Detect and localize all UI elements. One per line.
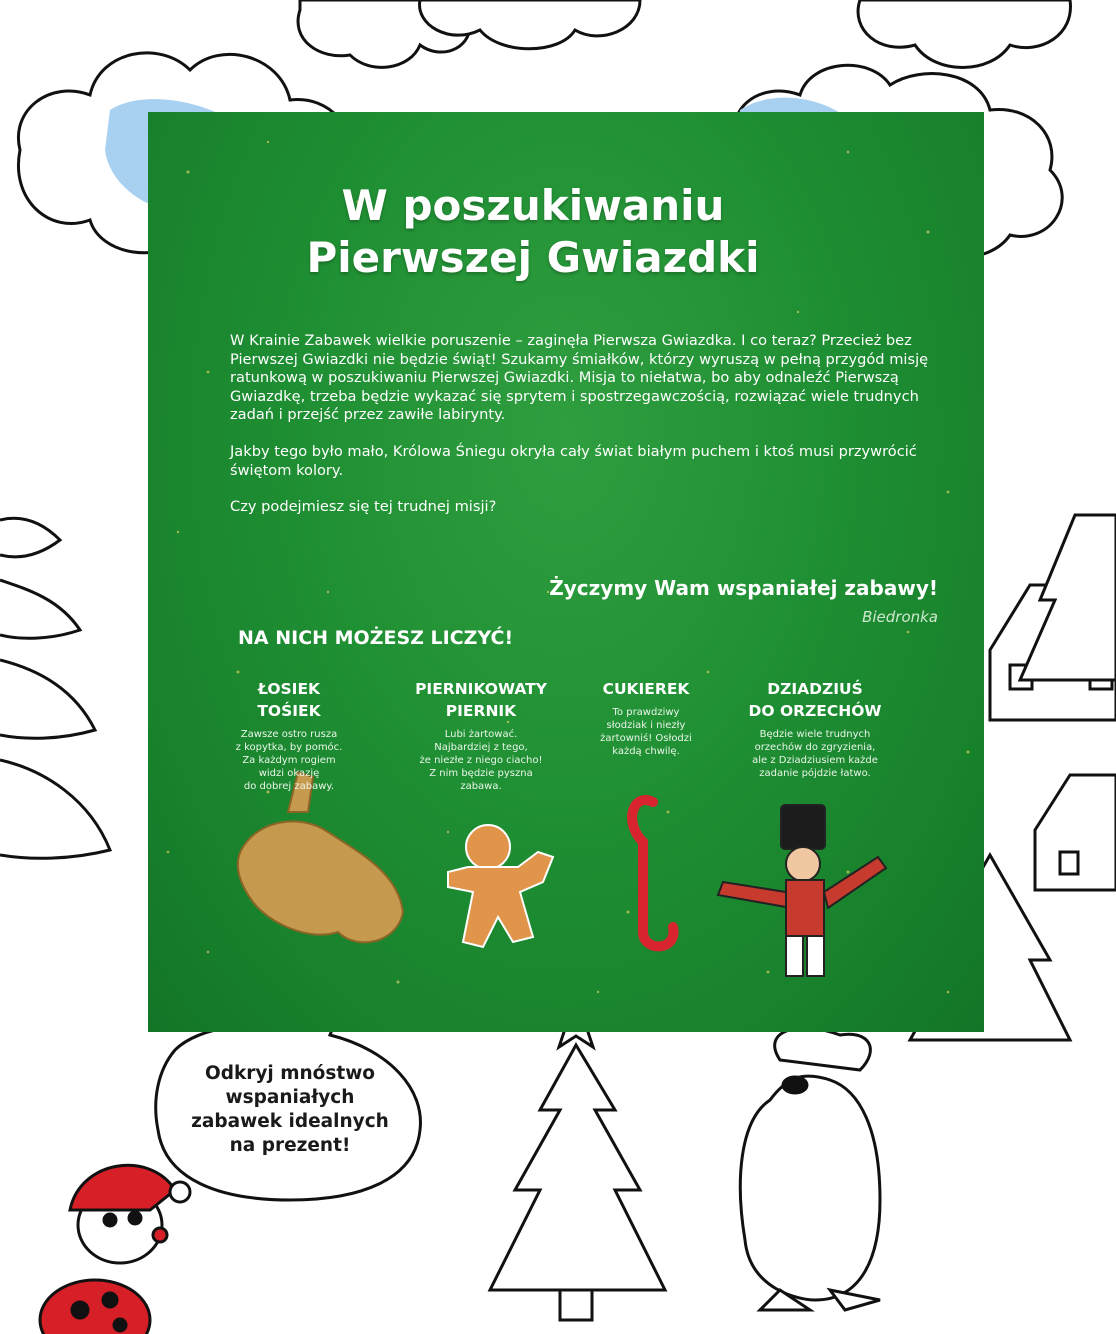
character-name: DZIADZIUŚ DO ORZECHÓW: [748, 680, 882, 720]
christmas-tree-icon: [490, 1000, 665, 1320]
character-description: Zawsze ostro rusza z kopytka, by pomóc. Za każdym rogiem widzi okazję do dobrej zabawy.: [235, 729, 343, 792]
count-on-them-heading: NA NICH MOŻESZ LICZYĆ!: [238, 627, 514, 649]
speech-bubble-text: Odkryj mnóstwo wspaniałych zabawek idealnych na prezent!: [191, 1063, 389, 1156]
intro-paragraph-1: W Krainie Zabawek wielkie poruszenie – zaginęła Pierwsza Gwiazdka. I co teraz? Przecież bez Pierwszej Gwiazdki nie będzie świąt! Szukamy śmiałków, którzy wyruszą w pełną przygód misję ratunkową w poszukiwaniu Pierwszej Gwiazdki. Misja to niełatwa, bo aby odnaleźć Pierwszą Gwiazdkę, trzeba będzie wykazać się sprytem i spostrzegawczością, rozwiązać wiele trudnych zadań i przejść przez zawiłe labirynty.: [230, 332, 929, 424]
character-description: Będzie wiele trudnych orzechów do zgryzienia, ale z Dziadziusiem każde zadanie pójdzie łatwo.: [752, 729, 878, 779]
tree-left-icon: [0, 518, 110, 858]
character-name: ŁOSIEK TOŚIEK: [257, 680, 321, 720]
straw-reindeer-figure: [238, 772, 403, 942]
character-description: Lubi żartować. Najbardziej z tego, że niezłe z niego ciacho! Z nim będzie pyszna zabawa.: [419, 729, 543, 792]
ladybug-mascot-icon: [40, 1165, 190, 1334]
character-name: PIERNIKOWATY PIERNIK: [415, 680, 547, 720]
character-reindeer: [214, 678, 364, 793]
character-nutcracker: [730, 678, 900, 780]
character-gingerbread: [396, 678, 566, 793]
character-description: To prawdziwy słodziak i niezły żartowniś! Osłodzi każdą chwilę.: [600, 707, 692, 757]
title-line-1: W poszukiwaniu: [341, 181, 725, 230]
page-title: [148, 180, 918, 284]
penguin-icon: [740, 1028, 880, 1310]
candy-cane-figure: [632, 800, 673, 946]
character-candy: [586, 678, 706, 758]
intro-paragraph-3: Czy podejmiesz się tej trudnej misji?: [230, 498, 497, 516]
intro-paragraph-2: Jakby tego było mało, Królowa Śniegu okryła cały świat białym puchem i ktoś musi przywrócić świętom kolory.: [230, 442, 917, 479]
character-name: CUKIEREK: [602, 680, 690, 698]
cloud-top-right-icon: [858, 0, 1070, 68]
signature: Biedronka: [862, 608, 938, 626]
wish-heading: Życzymy Wam wspaniałej zabawy!: [549, 576, 938, 600]
nutcracker-figure: [718, 805, 886, 976]
title-line-2: Pierwszej Gwiazdki: [306, 233, 760, 282]
intro-text: [230, 332, 930, 535]
gingerbread-figure: [448, 825, 553, 947]
